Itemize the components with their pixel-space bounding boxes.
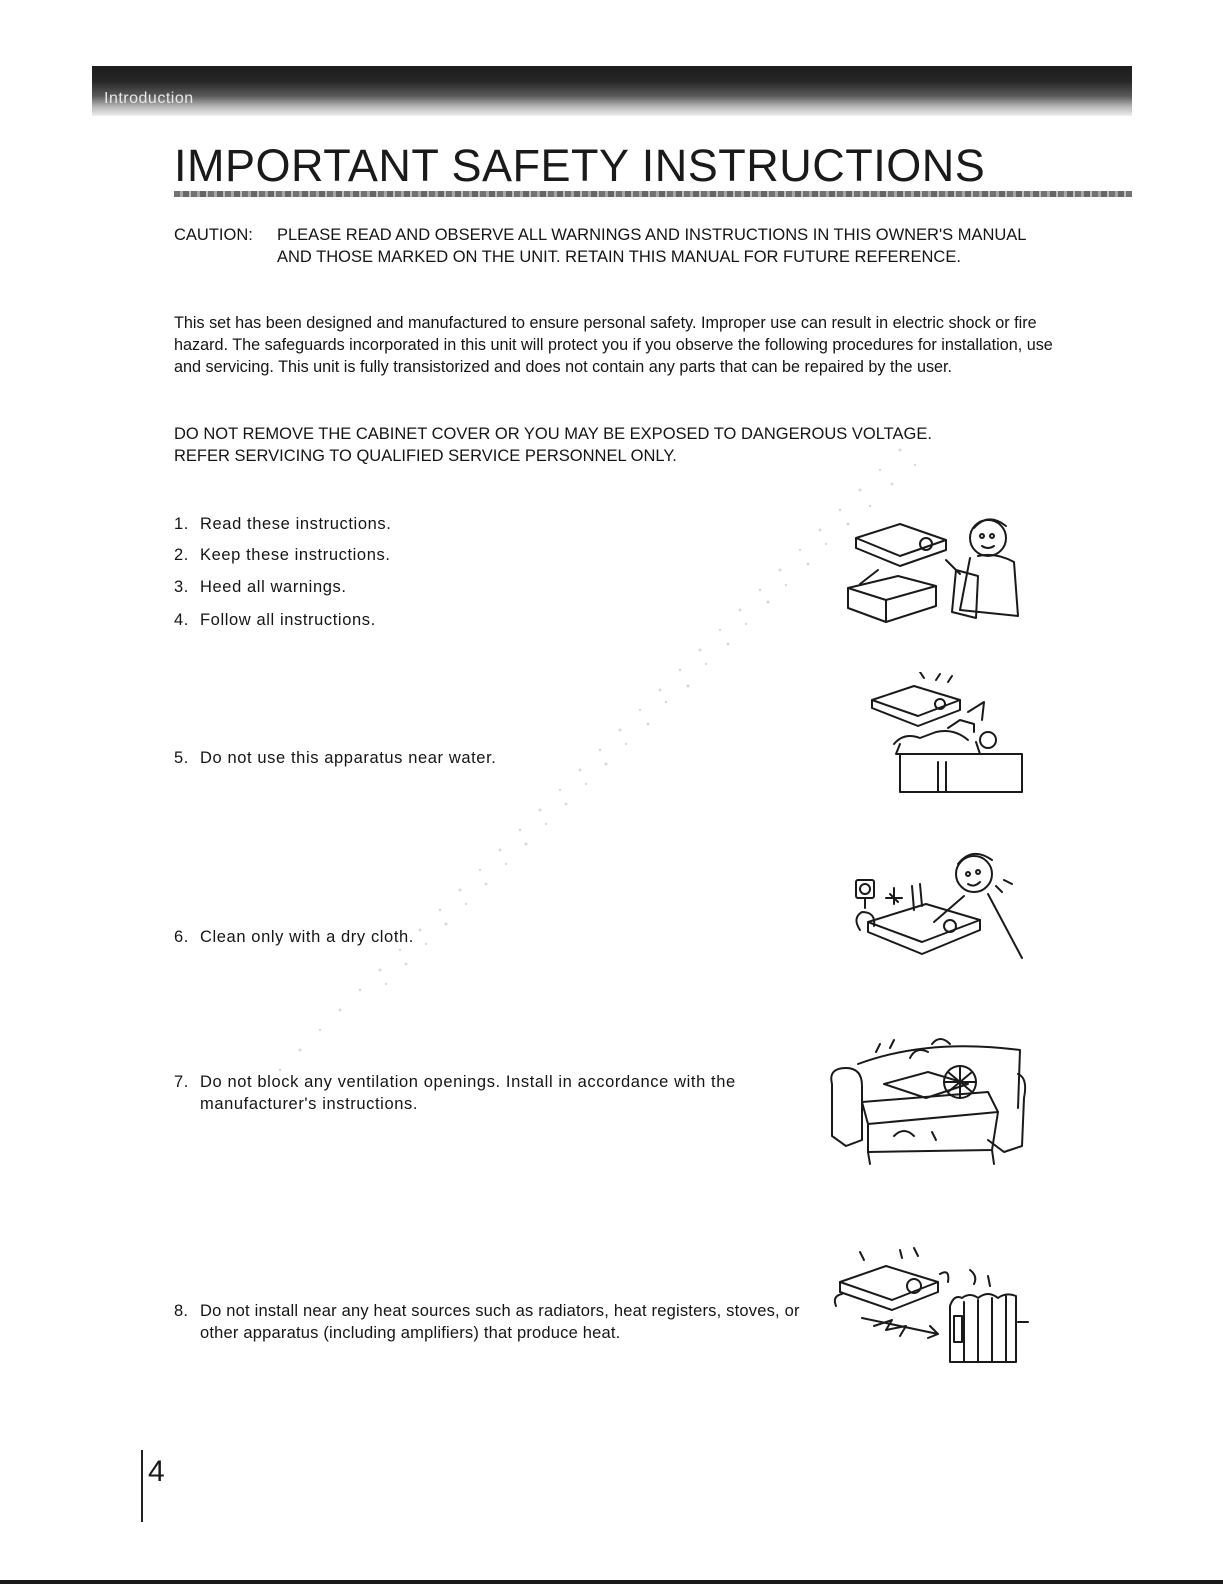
page-number: 4: [148, 1455, 165, 1488]
item-text: Do not block any ventilation openings. Install in accordance with the manufacturer's instructions.: [200, 1073, 736, 1113]
item-number: 7.: [174, 1073, 189, 1091]
item-number: 3.: [174, 578, 189, 596]
item-number: 5.: [174, 749, 189, 767]
item-text: Do not install near any heat sources such as radiators, heat registers, stoves, or other apparatus (including amplifiers) that produce heat.: [200, 1302, 800, 1342]
warning-line-1: DO NOT REMOVE THE CABINET COVER OR YOU MAY BE EXPOSED TO DANGEROUS VOLTAGE.: [174, 425, 932, 443]
item-text: Clean only with a dry cloth.: [200, 928, 414, 946]
person-cleaning-projector-icon: [846, 846, 1026, 964]
item-text: Heed all warnings.: [200, 578, 347, 596]
header-band: [92, 66, 1132, 116]
projector-on-sofa-icon: [828, 1028, 1028, 1173]
item-text: Do not use this apparatus near water.: [200, 749, 497, 767]
page-title: IMPORTANT SAFETY INSTRUCTIONS: [174, 140, 986, 191]
item-number: 4.: [174, 611, 189, 629]
caution-text: PLEASE READ AND OBSERVE ALL WARNINGS AND INSTRUCTIONS IN THIS OWNER'S MANUAL AND THOSE MARKED ON THE UNIT. RETAIN THIS MANUAL FOR FUTURE REFERENCE.: [277, 226, 1026, 266]
warning-line-2: REFER SERVICING TO QUALIFIED SERVICE PERSONNEL ONLY.: [174, 447, 677, 465]
person-reading-manual-icon: [838, 500, 1023, 630]
item-text: Keep these instructions.: [200, 546, 391, 564]
item-number: 1.: [174, 515, 189, 533]
projector-near-water-icon: [864, 672, 1024, 797]
caution-label: CAUTION:: [174, 226, 253, 244]
bottom-rule: [0, 1580, 1223, 1584]
section-label: Introduction: [104, 90, 194, 107]
item-text: Follow all instructions.: [200, 611, 376, 629]
projector-near-heater-icon: [830, 1246, 1030, 1371]
item-text: Read these instructions.: [200, 515, 392, 533]
item-number: 8.: [174, 1302, 189, 1320]
intro-paragraph: This set has been designed and manufactured to ensure personal safety. Improper use can result in electric shock or fire hazard. The safeguards incorporated in this unit will protect you if you observe the following procedures for installation, use and servicing. This unit is fully transistorized and does not contain any parts that can be repaired by the user.: [174, 314, 1053, 376]
item-number: 6.: [174, 928, 189, 946]
page-number-bar: [141, 1450, 143, 1522]
warning-block: [174, 423, 1074, 467]
title-rule: [174, 191, 1132, 197]
item-number: 2.: [174, 546, 189, 564]
